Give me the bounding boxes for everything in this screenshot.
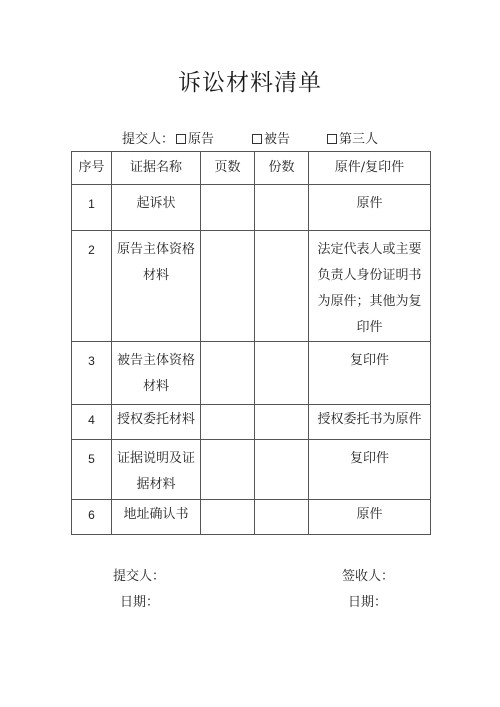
header-evidence-name: 证据名称 [112, 152, 201, 185]
row-index: 3 [88, 354, 95, 368]
checkbox-icon[interactable] [176, 134, 186, 144]
row-copies-cell[interactable] [255, 405, 309, 440]
row-evidence-name: 起诉状 [136, 196, 176, 211]
table-row [72, 405, 431, 440]
row-pages-cell[interactable] [201, 185, 255, 231]
checkbox-icon[interactable] [252, 134, 262, 144]
row-copies [259, 405, 304, 411]
row-evidence-name: 授权委托材料 [116, 412, 195, 427]
row-original-copy: 授权委托书为原件 [317, 412, 422, 427]
row-original-copy: 法定代表人或主要负责人身份证明书为原件；其他为复印件 [317, 242, 422, 335]
header-index: 序号 [72, 152, 112, 185]
option-plaintiff[interactable] [176, 131, 214, 149]
row-pages [205, 342, 250, 348]
row-pages [205, 440, 250, 446]
row-copies-cell[interactable] [255, 440, 309, 500]
row-copies [259, 500, 304, 506]
row-index: 4 [88, 413, 95, 427]
row-copies [259, 440, 304, 446]
table-row [72, 500, 431, 535]
table-row [72, 342, 431, 405]
row-evidence-name: 被告主体资格材料 [116, 353, 195, 394]
row-pages-cell[interactable] [201, 231, 255, 342]
table-row [72, 440, 431, 500]
submitter-label: 提交人： [122, 132, 175, 147]
row-original-copy: 原件 [356, 507, 383, 522]
row-copies [259, 231, 304, 237]
row-pages-cell[interactable] [201, 405, 255, 440]
row-pages [205, 405, 250, 411]
row-pages-cell[interactable] [201, 500, 255, 535]
row-copies-cell[interactable] [255, 500, 309, 535]
option-third-party[interactable] [327, 131, 378, 149]
option-defendant[interactable] [252, 131, 290, 149]
row-evidence-name: 地址确认书 [123, 507, 189, 522]
header-original-copy: 原件/复印件 [309, 152, 431, 185]
table-row [72, 185, 431, 231]
submitter-selector [0, 131, 500, 149]
row-copies-cell[interactable] [255, 231, 309, 342]
footer-date-right: 日期： [348, 595, 388, 610]
row-pages [205, 231, 250, 237]
table-header-row [72, 152, 431, 185]
row-index: 2 [88, 243, 95, 257]
row-pages [205, 185, 250, 191]
row-original-copy: 原件 [356, 196, 383, 211]
row-original-copy: 复印件 [349, 353, 389, 368]
option-label: 原告 [188, 132, 215, 147]
row-pages-cell[interactable] [201, 440, 255, 500]
row-original-copy: 复印件 [349, 451, 389, 466]
header-copies: 份数 [255, 152, 309, 185]
option-label: 第三人 [339, 132, 379, 147]
row-copies-cell[interactable] [255, 185, 309, 231]
option-label: 被告 [264, 132, 291, 147]
row-index: 5 [88, 452, 95, 466]
row-pages [205, 500, 250, 506]
checkbox-icon[interactable] [327, 134, 337, 144]
materials-table [71, 151, 431, 535]
row-pages-cell[interactable] [201, 342, 255, 405]
row-evidence-name: 原告主体资格材料 [116, 242, 195, 283]
row-copies-cell[interactable] [255, 342, 309, 405]
page-title: 诉讼材料清单 [178, 70, 322, 96]
footer-receiver-label: 签收人： [342, 569, 395, 584]
footer-submitter-label: 提交人： [113, 569, 166, 584]
footer-date-left: 日期： [120, 595, 160, 610]
row-index: 6 [88, 508, 95, 522]
row-index: 1 [88, 197, 95, 211]
row-evidence-name: 证据说明及证据材料 [116, 451, 195, 492]
row-copies [259, 342, 304, 348]
row-copies [259, 185, 304, 191]
table-row [72, 231, 431, 342]
header-pages: 页数 [201, 152, 255, 185]
